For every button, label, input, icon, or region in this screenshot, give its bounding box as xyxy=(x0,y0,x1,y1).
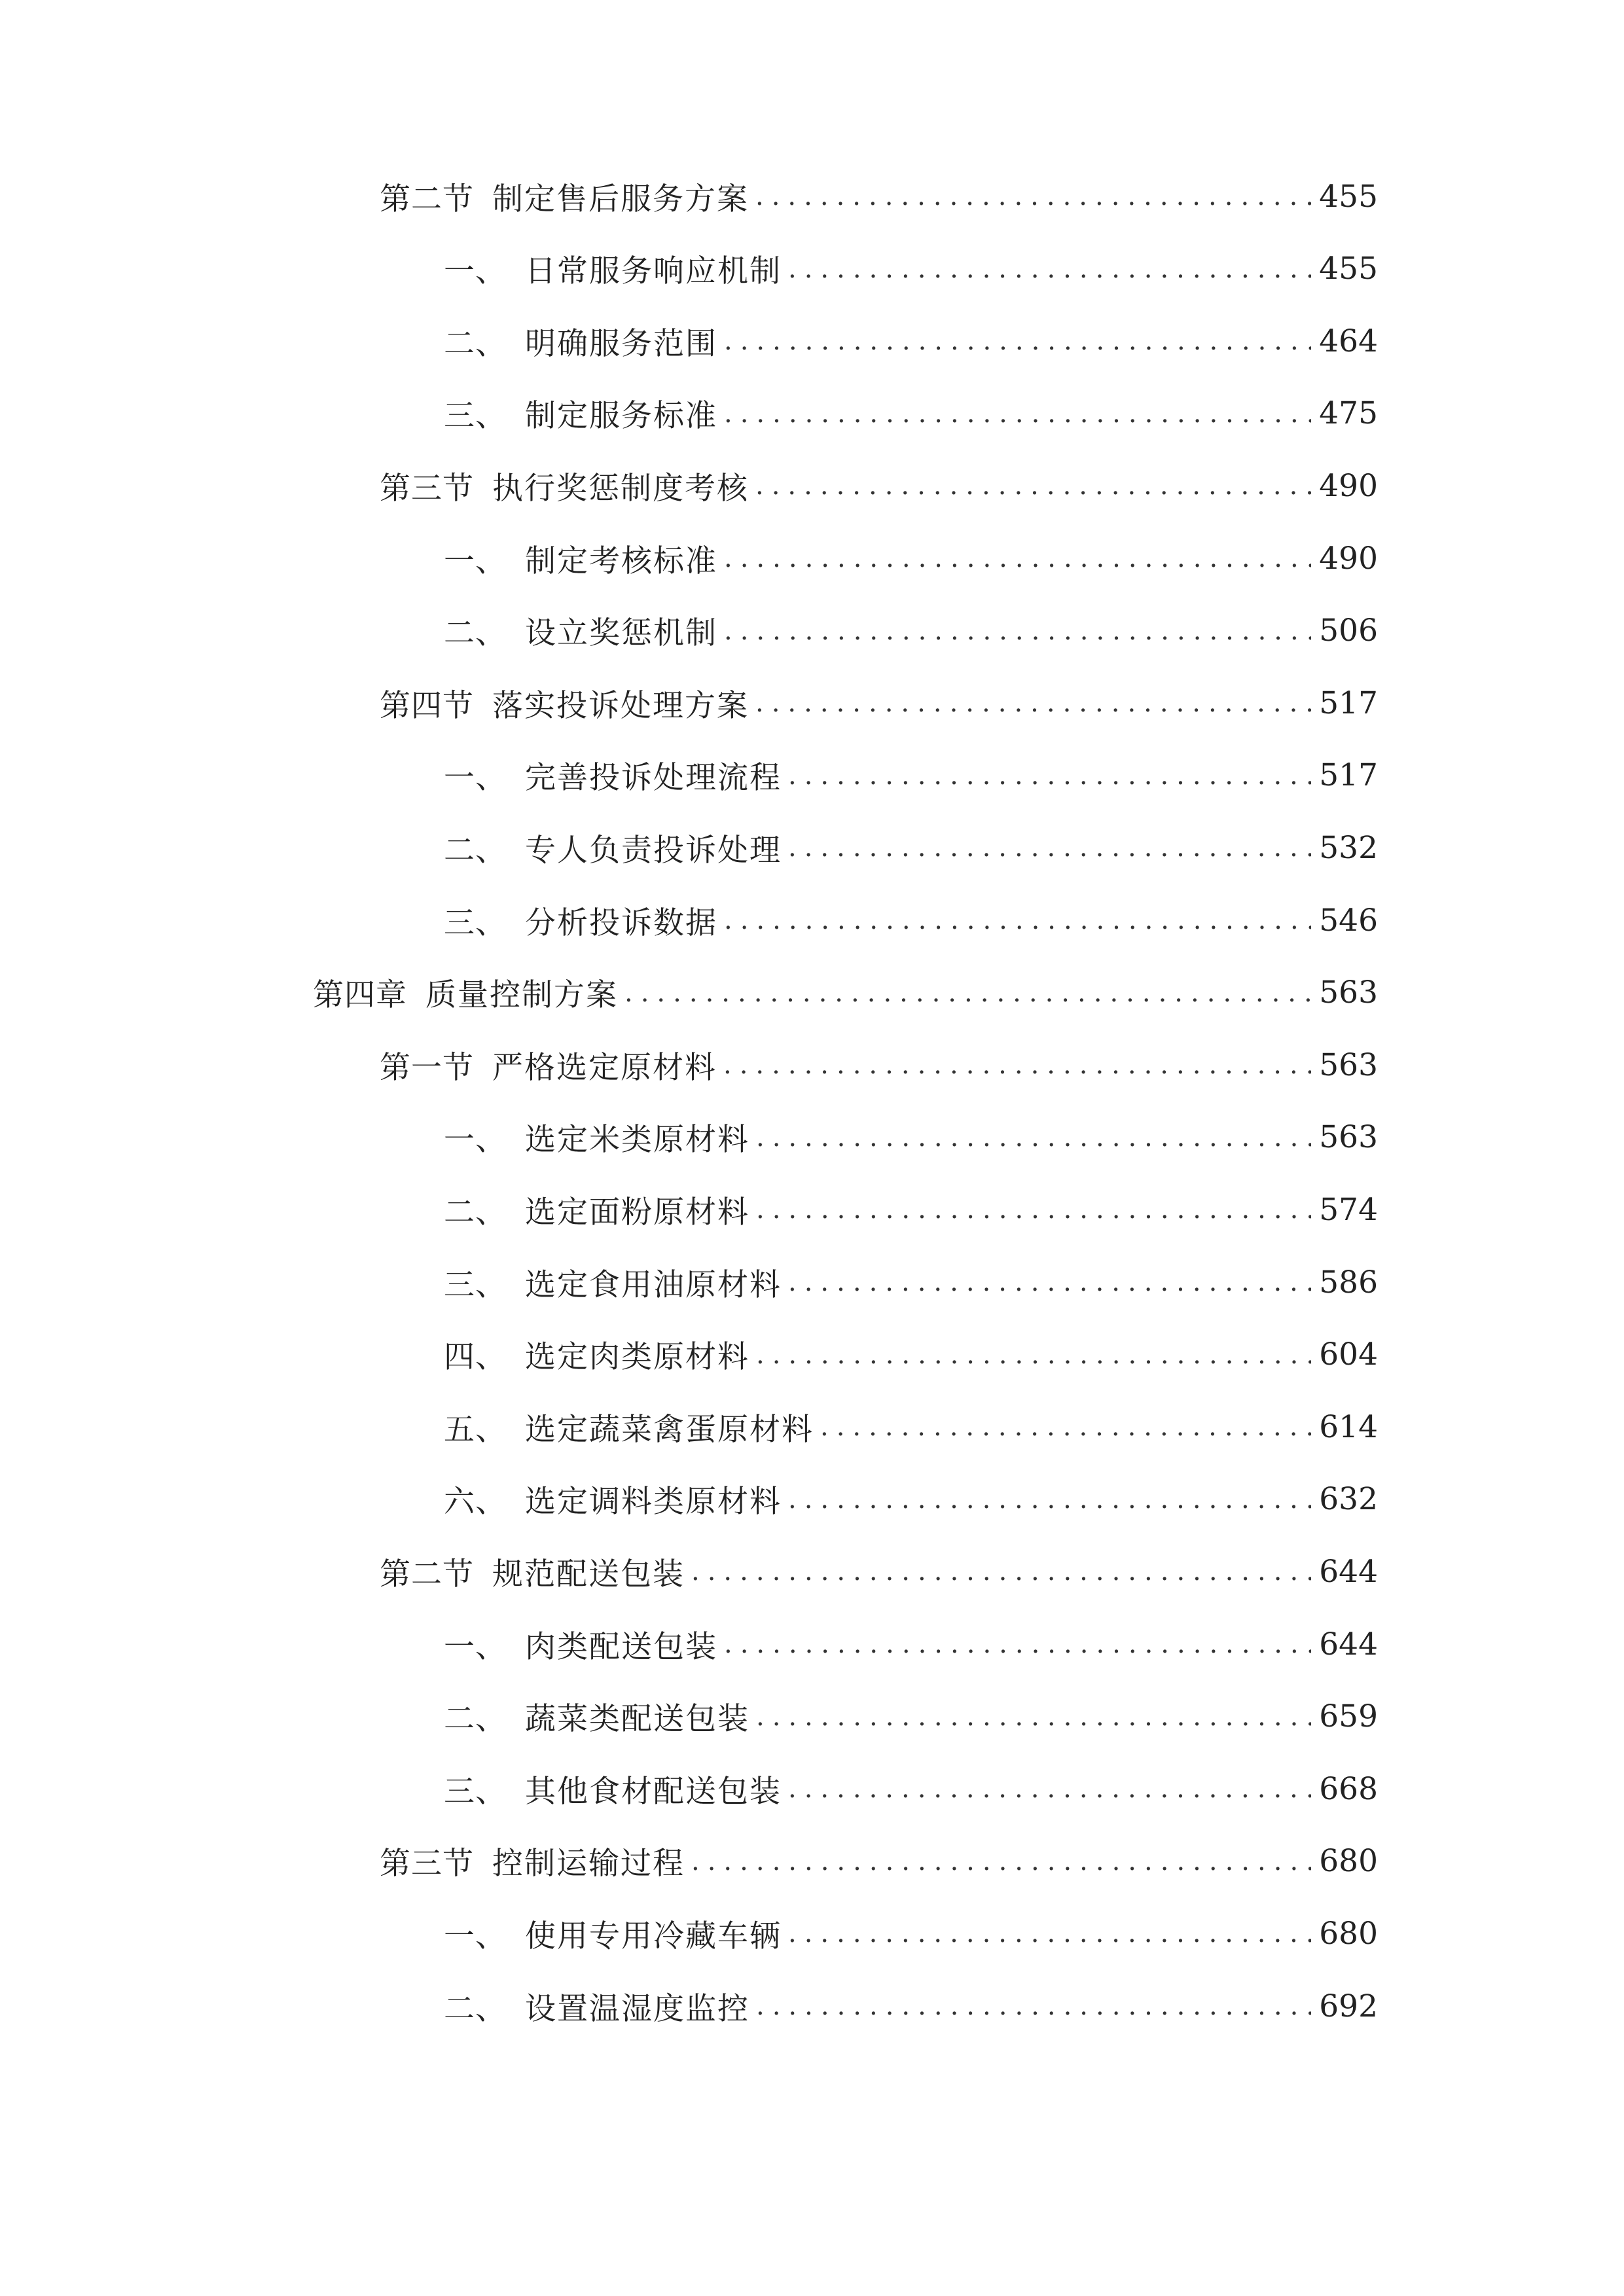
toc-entry-page-number: 659 xyxy=(1319,1698,1378,1735)
toc-dot-leader xyxy=(788,761,1311,791)
toc-entry-title: 专人负责投诉处理 xyxy=(525,832,782,869)
toc-dot-leader xyxy=(724,616,1311,646)
toc-dot-leader xyxy=(788,1267,1311,1297)
toc-entry-number: 四、 xyxy=(444,1339,507,1376)
toc-entry-page-number: 563 xyxy=(1319,1119,1378,1156)
toc-dot-leader xyxy=(756,1194,1311,1225)
toc-dot-leader xyxy=(756,1991,1311,2021)
toc-dot-leader xyxy=(691,1846,1311,1876)
toc-dot-leader xyxy=(723,1050,1311,1080)
toc-entry-page-number: 680 xyxy=(1319,1915,1378,1952)
toc-entry-title: 其他食材配送包装 xyxy=(525,1773,782,1810)
toc-entry-page-number: 644 xyxy=(1319,1626,1378,1662)
toc-entry-title: 分析投诉数据 xyxy=(525,905,717,941)
toc-dot-leader xyxy=(624,978,1311,1008)
toc-entry-page-number: 586 xyxy=(1319,1264,1378,1300)
toc-dot-leader xyxy=(724,543,1311,573)
toc-entry-title: 使用专用冷藏车辆 xyxy=(525,1918,782,1954)
toc-entry-number: 一、 xyxy=(444,1122,507,1158)
toc-entry-number: 三、 xyxy=(444,1773,507,1810)
toc-entry[interactable] xyxy=(380,456,1378,515)
toc-entry-page-number: 517 xyxy=(1319,757,1378,794)
toc-entry-page-number: 644 xyxy=(1319,1553,1378,1590)
toc-entry-number: 二、 xyxy=(444,1990,507,2027)
toc-entry[interactable] xyxy=(444,746,1378,805)
toc-entry[interactable] xyxy=(444,1180,1378,1239)
toc-entry[interactable] xyxy=(444,312,1378,370)
toc-entry[interactable] xyxy=(380,673,1378,732)
toc-dot-leader xyxy=(820,1412,1311,1442)
toc-entry-title: 日常服务响应机制 xyxy=(525,253,782,290)
toc-dot-leader xyxy=(755,471,1311,501)
toc-entry-number: 二、 xyxy=(444,832,507,869)
toc-entry-title: 选定米类原材料 xyxy=(525,1122,749,1158)
toc-dot-leader xyxy=(756,1702,1311,1732)
toc-entry-number: 二、 xyxy=(444,1194,507,1230)
toc-dot-leader xyxy=(788,254,1311,284)
toc-entry-number: 二、 xyxy=(444,325,507,362)
toc-dot-leader xyxy=(788,1918,1311,1948)
toc-entry-number: 五、 xyxy=(444,1411,507,1448)
toc-entry-title: 选定调料类原材料 xyxy=(525,1484,782,1520)
toc-entry-title: 完善投诉处理流程 xyxy=(525,760,782,797)
toc-entry-title: 选定面粉原材料 xyxy=(525,1194,749,1230)
toc-entry-number: 第二节 xyxy=(380,1556,474,1592)
toc-entry-title: 设置温湿度监控 xyxy=(525,1990,749,2027)
toc-entry[interactable] xyxy=(444,240,1378,298)
toc-entry-page-number: 563 xyxy=(1319,975,1378,1011)
toc-entry-number: 三、 xyxy=(444,1266,507,1303)
toc-entry-title: 蔬菜类配送包装 xyxy=(525,1701,749,1738)
toc-dot-leader xyxy=(755,688,1311,718)
toc-dot-leader xyxy=(724,905,1311,935)
toc-entry[interactable] xyxy=(444,1759,1378,1818)
toc-entry[interactable] xyxy=(444,529,1378,588)
toc-entry-page-number: 680 xyxy=(1319,1843,1378,1880)
toc-dot-leader xyxy=(756,1340,1311,1370)
toc-entry-page-number: 490 xyxy=(1319,540,1378,577)
toc-entry-page-number: 632 xyxy=(1319,1481,1378,1518)
toc-entry-number: 一、 xyxy=(444,543,507,579)
toc-entry-page-number: 692 xyxy=(1319,1988,1378,2024)
toc-entry-page-number: 532 xyxy=(1319,829,1378,866)
toc-entry[interactable] xyxy=(444,1687,1378,1746)
toc-entry[interactable] xyxy=(380,1035,1378,1094)
toc-entry[interactable] xyxy=(444,891,1378,950)
toc-entry[interactable] xyxy=(444,1904,1378,1963)
toc-entry-title: 制定服务标准 xyxy=(525,398,717,435)
toc-entry-number: 第二节 xyxy=(380,181,474,217)
toc-entry[interactable] xyxy=(380,1832,1378,1891)
toc-dot-leader xyxy=(788,833,1311,863)
toc-entry-page-number: 475 xyxy=(1319,395,1378,432)
toc-entry-number: 一、 xyxy=(444,760,507,797)
toc-entry[interactable] xyxy=(380,167,1378,226)
toc-entry-title: 规范配送包装 xyxy=(492,1556,685,1592)
toc-dot-leader xyxy=(724,399,1311,429)
toc-entry-title: 落实投诉处理方案 xyxy=(492,687,749,724)
toc-entry-number: 第四章 xyxy=(313,977,407,1014)
toc-entry[interactable] xyxy=(444,818,1378,877)
toc-entry-number: 一、 xyxy=(444,253,507,290)
toc-dot-leader xyxy=(724,326,1311,356)
toc-dot-leader xyxy=(691,1556,1311,1587)
toc-entry-title: 选定蔬菜禽蛋原材料 xyxy=(525,1411,814,1448)
toc-dot-leader xyxy=(724,1629,1311,1659)
toc-entry[interactable] xyxy=(444,1470,1378,1529)
toc-entry-number: 第三节 xyxy=(380,1846,474,1882)
toc-entry-page-number: 604 xyxy=(1319,1336,1378,1373)
toc-entry[interactable] xyxy=(444,1325,1378,1384)
toc-entry-page-number: 506 xyxy=(1319,613,1378,649)
toc-entry-number: 二、 xyxy=(444,615,507,652)
toc-entry-title: 选定食用油原材料 xyxy=(525,1266,782,1303)
toc-entry-title: 肉类配送包装 xyxy=(525,1628,717,1665)
toc-entry[interactable] xyxy=(444,1253,1378,1312)
toc-entry-number: 六、 xyxy=(444,1484,507,1520)
toc-entry-page-number: 517 xyxy=(1319,685,1378,721)
toc-entry-number: 二、 xyxy=(444,1701,507,1738)
toc-entry-title: 严格选定原材料 xyxy=(492,1049,717,1086)
toc-entry[interactable] xyxy=(380,1542,1378,1601)
toc-dot-leader xyxy=(756,1122,1311,1153)
toc-entry-title: 选定肉类原材料 xyxy=(525,1339,749,1376)
toc-entry-page-number: 668 xyxy=(1319,1770,1378,1807)
toc-entry-title: 制定售后服务方案 xyxy=(492,181,749,217)
toc-entry-number: 一、 xyxy=(444,1918,507,1954)
toc-entry-page-number: 464 xyxy=(1319,323,1378,359)
toc-entry-title: 明确服务范围 xyxy=(525,325,717,362)
toc-entry[interactable] xyxy=(444,1615,1378,1674)
toc-entry[interactable] xyxy=(444,601,1378,660)
toc-entry-page-number: 455 xyxy=(1319,178,1378,215)
toc-entry-page-number: 614 xyxy=(1319,1408,1378,1445)
toc-entry-title: 执行奖惩制度考核 xyxy=(492,470,749,507)
toc-entry-title: 设立奖惩机制 xyxy=(525,615,717,652)
toc-dot-leader xyxy=(788,1484,1311,1515)
toc-entry-number: 一、 xyxy=(444,1628,507,1665)
toc-entry[interactable] xyxy=(313,963,1378,1022)
toc-dot-leader xyxy=(788,1774,1311,1804)
toc-entry-page-number: 546 xyxy=(1319,902,1378,939)
toc-entry-page-number: 563 xyxy=(1319,1047,1378,1083)
toc-entry[interactable] xyxy=(444,1397,1378,1456)
toc-entry[interactable] xyxy=(444,1108,1378,1167)
toc-entry-page-number: 574 xyxy=(1319,1191,1378,1228)
toc-entry-title: 控制运输过程 xyxy=(492,1846,685,1882)
toc-entry[interactable] xyxy=(444,384,1378,443)
toc-entry-number: 第三节 xyxy=(380,470,474,507)
toc-entry-number: 三、 xyxy=(444,398,507,435)
toc-entry-title: 质量控制方案 xyxy=(425,977,618,1014)
toc-dot-leader xyxy=(755,181,1311,211)
toc-entry-number: 第四节 xyxy=(380,687,474,724)
toc-entry-page-number: 455 xyxy=(1319,251,1378,287)
toc-entry-number: 第一节 xyxy=(380,1049,474,1086)
toc-entry-title: 制定考核标准 xyxy=(525,543,717,579)
toc-entry-number: 三、 xyxy=(444,905,507,941)
toc-entry[interactable] xyxy=(444,1977,1378,2036)
toc-entry-page-number: 490 xyxy=(1319,467,1378,504)
